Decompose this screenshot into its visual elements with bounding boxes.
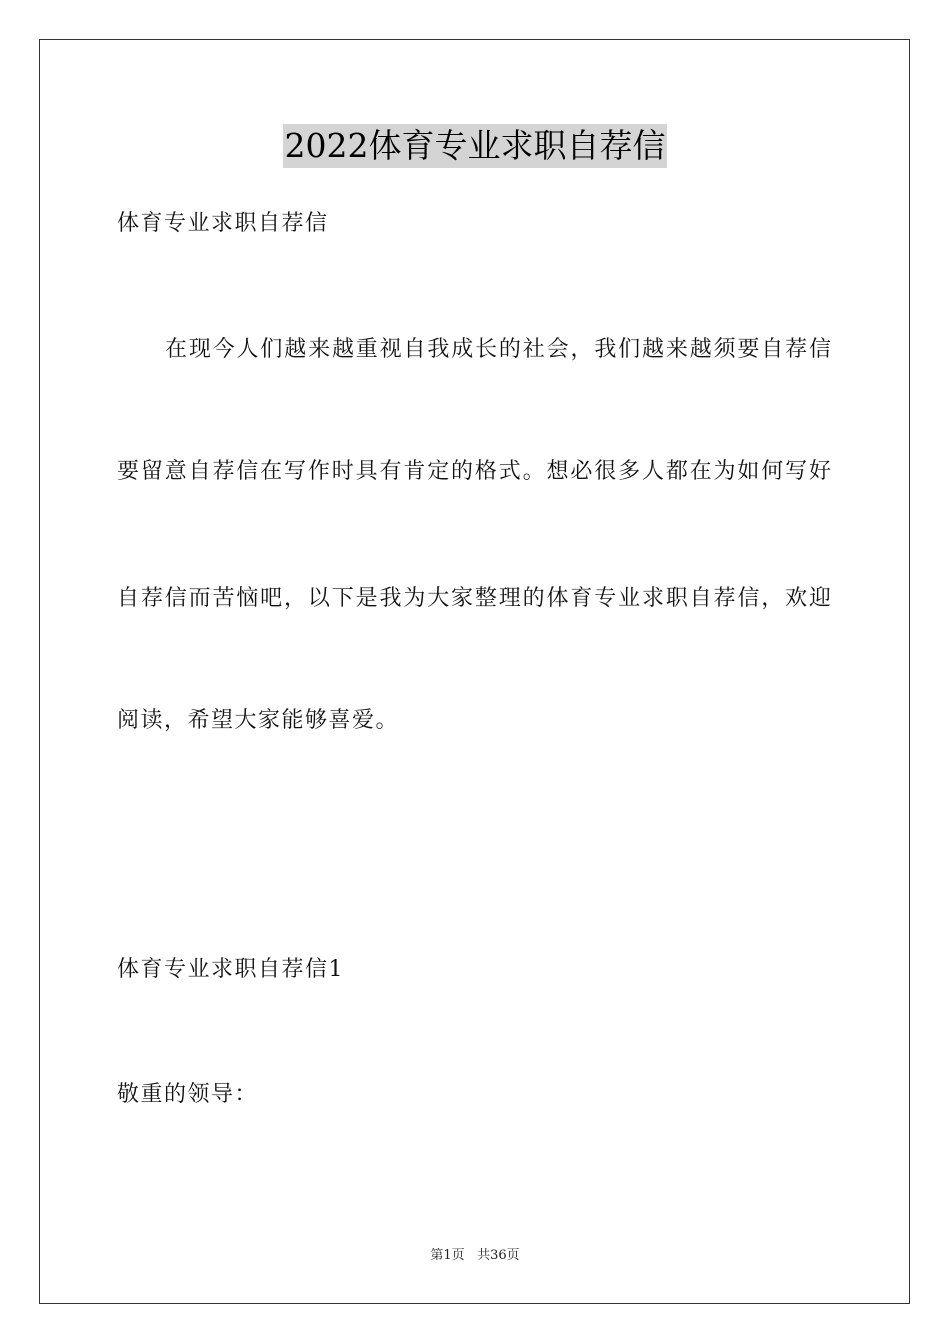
intro-line: 在现今人们越来越重视自我成长的社会，我们越来越须要自荐信 — [165, 337, 831, 362]
page-total: 共36页 — [477, 1248, 520, 1263]
document-title: 2022体育专业求职自荐信 — [283, 124, 668, 168]
section-heading: 体育专业求职自荐信1 — [117, 957, 344, 982]
document-subtitle: 体育专业求职自荐信 — [117, 211, 329, 236]
title-container — [0, 124, 950, 168]
intro-line: 要留意自荐信在写作时具有肯定的格式。想必很多人都在为如何写好 — [117, 459, 831, 484]
page-number: 第1页 — [430, 1248, 465, 1263]
salutation: 敬重的领导： — [117, 1082, 259, 1107]
intro-line: 阅读，希望大家能够喜爱。 — [117, 708, 400, 733]
intro-line: 自荐信而苦恼吧，以下是我为大家整理的体育专业求职自荐信，欢迎 — [117, 586, 831, 611]
page-footer — [0, 1247, 950, 1265]
